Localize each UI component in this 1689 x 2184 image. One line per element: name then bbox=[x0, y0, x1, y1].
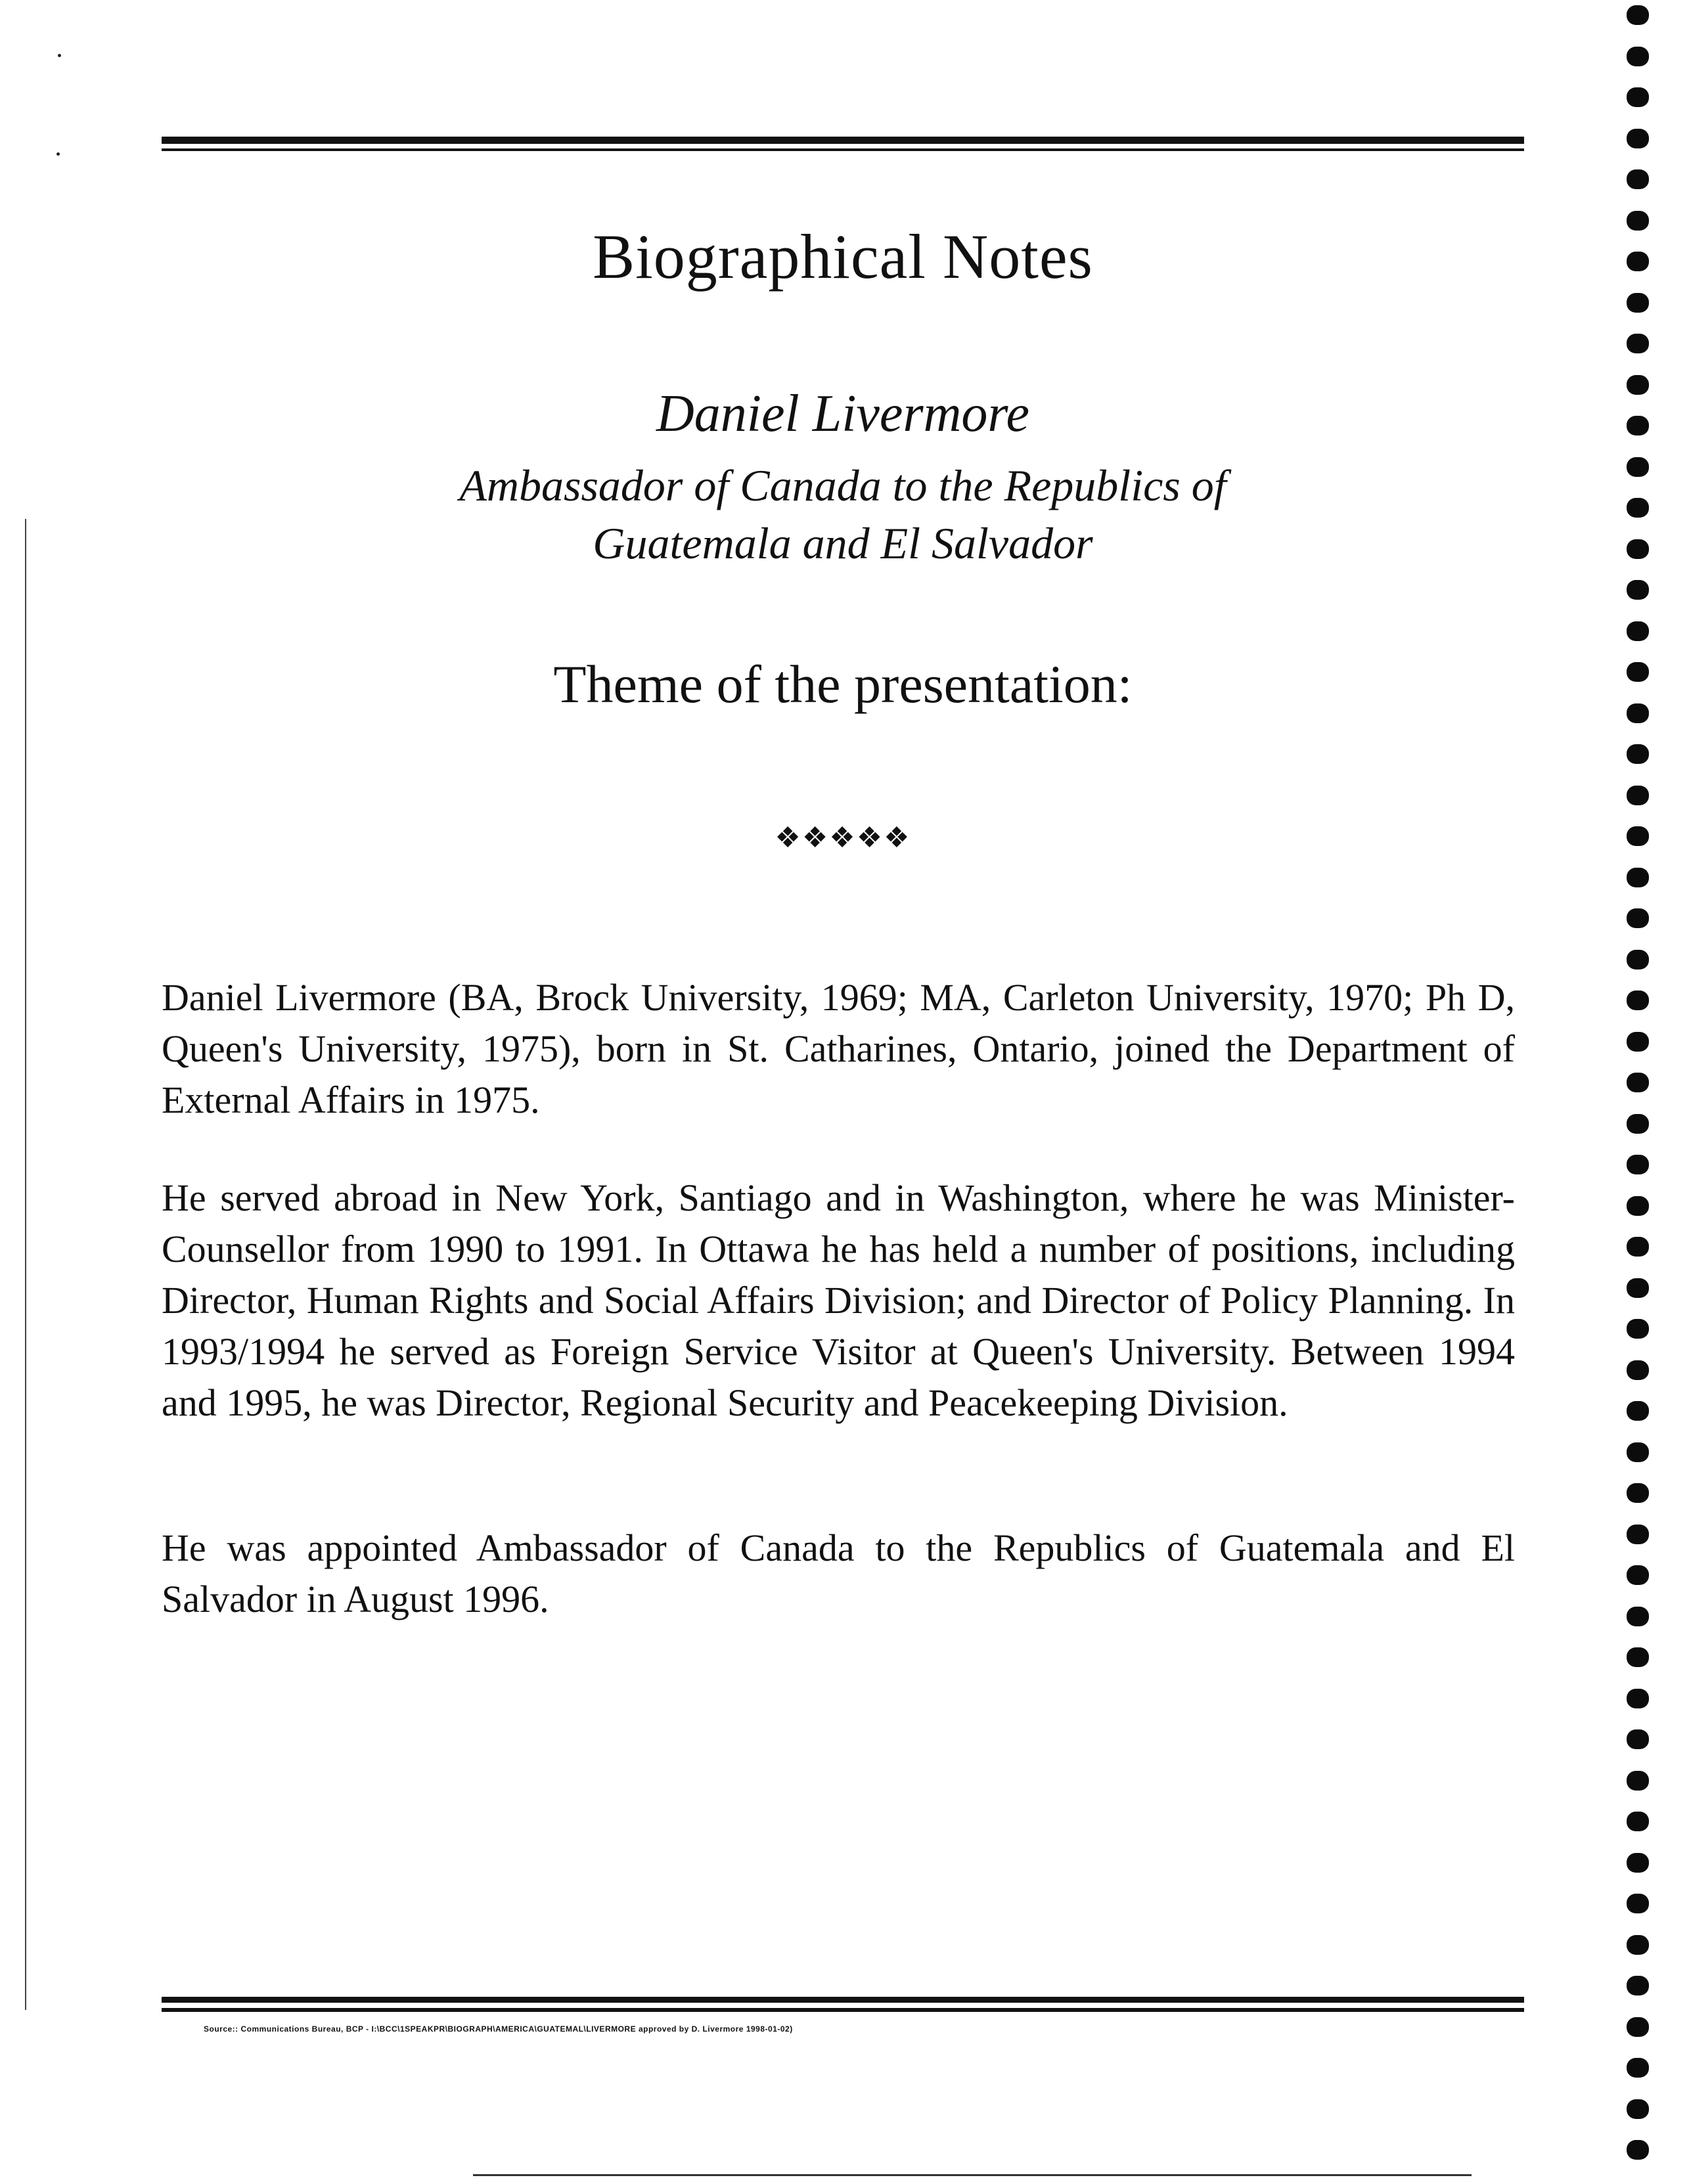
binding-hole bbox=[1627, 580, 1649, 600]
binding-hole bbox=[1627, 334, 1649, 353]
binding-hole bbox=[1627, 950, 1649, 969]
binding-hole bbox=[1627, 662, 1649, 682]
position-line-2: Guatemala and El Salvador bbox=[593, 518, 1093, 568]
binding-hole bbox=[1627, 908, 1649, 928]
spiral-binding-holes bbox=[1627, 0, 1653, 2184]
binding-hole bbox=[1627, 129, 1649, 148]
binding-hole bbox=[1627, 826, 1649, 846]
binding-hole bbox=[1627, 169, 1649, 189]
binding-hole bbox=[1627, 1442, 1649, 1462]
binding-hole bbox=[1627, 1853, 1649, 1873]
binding-hole bbox=[1627, 1935, 1649, 1955]
binding-hole bbox=[1627, 1771, 1649, 1791]
binding-hole bbox=[1627, 2058, 1649, 2078]
binding-hole bbox=[1627, 703, 1649, 723]
binding-hole bbox=[1627, 786, 1649, 805]
document-title: Biographical Notes bbox=[593, 221, 1093, 292]
binding-hole bbox=[1627, 375, 1649, 395]
binding-hole bbox=[1627, 416, 1649, 435]
binding-hole bbox=[1627, 1894, 1649, 1913]
binding-hole bbox=[1627, 1647, 1649, 1667]
person-position bbox=[162, 457, 1524, 572]
binding-hole bbox=[1627, 293, 1649, 313]
bottom-double-rule bbox=[162, 1997, 1524, 2012]
binding-hole bbox=[1627, 1319, 1649, 1339]
binding-hole bbox=[1627, 87, 1649, 107]
binding-hole bbox=[1627, 211, 1649, 231]
binding-hole bbox=[1627, 1155, 1649, 1174]
bio-paragraph-3: He was appointed Ambassador of Canada to the Republics of Guatemala and El Salvador in August 1996. bbox=[162, 1527, 1515, 1620]
bio-paragraph-1: Daniel Livermore (BA, Brock University, 1969; MA, Carleton University, 1970; Ph D, Queen's University, 1975), born in St. Catharines, Ontario, joined the Department of External Affairs in 1975. bbox=[162, 976, 1515, 1121]
binding-hole bbox=[1627, 868, 1649, 887]
binding-hole bbox=[1627, 1114, 1649, 1134]
scan-bottom-line bbox=[473, 2174, 1472, 2176]
binding-hole bbox=[1627, 1565, 1649, 1585]
bio-paragraph-2: He served abroad in New York, Santiago and in Washington, where he was Minister-Counsellor from 1990 to 1991. In Ottawa he has held a number of positions, including Director, Human Rights and Social Affairs Division; and Director of Policy Planning. In 1993/1994 he served as Foreign Service Visitor at Queen's University. Between 1994 and 1995, he was Director, Regional Security and Peacekeeping Division. bbox=[162, 1176, 1515, 1424]
theme-heading: Theme of the presentation: bbox=[553, 654, 1133, 714]
footer-source-line: Source:: Communications Bureau, BCP - I:\BCC\1SPEAKPR\BIOGRAPH\AMERICA\GUATEMAL\LIVERMORE approved by D. Livermore 1998-01-02) bbox=[204, 2024, 793, 2034]
binding-hole bbox=[1627, 1032, 1649, 1052]
binding-hole bbox=[1627, 1483, 1649, 1503]
binding-hole bbox=[1627, 1073, 1649, 1092]
binding-hole bbox=[1627, 1196, 1649, 1216]
binding-hole bbox=[1627, 1360, 1649, 1380]
binding-hole bbox=[1627, 744, 1649, 764]
binding-hole bbox=[1627, 1525, 1649, 1544]
binding-hole bbox=[1627, 1812, 1649, 1831]
binding-hole bbox=[1627, 1278, 1649, 1298]
top-double-rule bbox=[162, 137, 1524, 151]
binding-hole bbox=[1627, 2017, 1649, 2037]
binding-hole bbox=[1627, 1729, 1649, 1749]
binding-hole bbox=[1627, 991, 1649, 1010]
binding-hole bbox=[1627, 539, 1649, 559]
binding-hole bbox=[1627, 47, 1649, 66]
binding-hole bbox=[1627, 2140, 1649, 2160]
binding-hole bbox=[1627, 1401, 1649, 1421]
binding-hole bbox=[1627, 1237, 1649, 1257]
binding-hole bbox=[1627, 498, 1649, 518]
scan-speck bbox=[56, 152, 60, 156]
binding-hole bbox=[1627, 621, 1649, 641]
binding-hole bbox=[1627, 5, 1649, 25]
binding-hole bbox=[1627, 252, 1649, 271]
scan-speck bbox=[58, 54, 61, 57]
position-line-1: Ambassador of Canada to the Republics of bbox=[459, 460, 1227, 510]
person-name: Daniel Livermore bbox=[656, 385, 1030, 443]
binding-hole bbox=[1627, 1689, 1649, 1708]
binding-hole bbox=[1627, 1976, 1649, 1995]
binding-hole bbox=[1627, 1607, 1649, 1626]
binding-hole bbox=[1627, 2099, 1649, 2119]
ornament-divider: ❖❖❖❖❖ bbox=[775, 822, 911, 854]
binding-hole bbox=[1627, 457, 1649, 477]
scan-edge-line bbox=[25, 519, 26, 2010]
